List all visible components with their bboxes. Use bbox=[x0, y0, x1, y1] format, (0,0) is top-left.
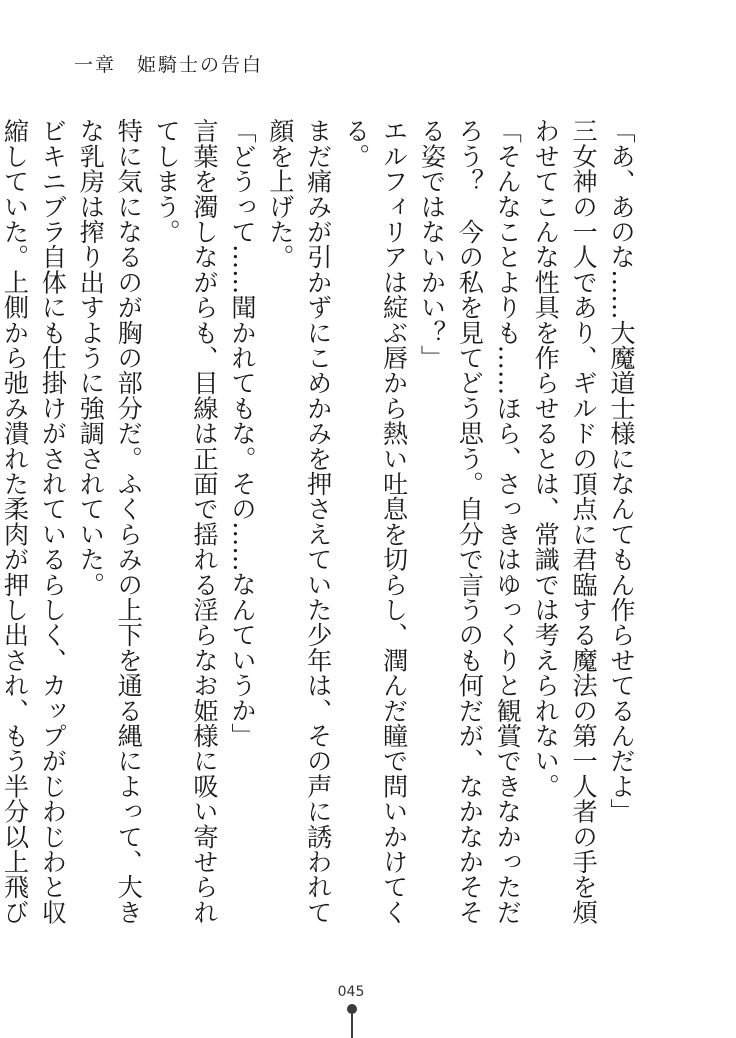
folio-ornament bbox=[347, 1004, 357, 1038]
paragraph: まだ痛みが引かずにこめかみを押さえていた少年は、その声に誘われて顔を上げた。 bbox=[265, 118, 333, 925]
running-head: 一章 姫騎士の告白 bbox=[74, 54, 264, 76]
paragraph: 特に気になるのが胸の部分だ。ふくらみの上下を通る縄によって、大きな乳房は搾り出すように強調されていた。 bbox=[76, 118, 144, 925]
paragraph: エルフィリアは綻ぶ唇から熱い吐息を切らし、潤んだ瞳で問いかけてくる。 bbox=[341, 118, 409, 925]
paragraph: ビキニブラ自体にも仕掛けがされているらしく、カップがじわじわと収縮していた。上側から弛み潰れた柔肉が押し出され、もう半分以上飛び bbox=[0, 118, 68, 925]
body-text bbox=[0, 118, 640, 936]
paragraph: 「あ、あのな……大魔道士様になんてもん作らせてるんだよ」 bbox=[607, 118, 636, 824]
paragraph: 「そんなことよりも……ほら、さっきはゆっくりと観賞できなかっただろう？ 今の私を見てどう思う。自分で言うのも何だが、なかなかそそる姿ではないかい？」 bbox=[417, 118, 523, 925]
paragraph: 言葉を濁しながらも、目線は正面で揺れる淫らなお姫様に吸い寄せられてしまう。 bbox=[152, 118, 220, 925]
paragraph: 「どうって……聞かれてもな。その……なんていうか」 bbox=[227, 118, 257, 748]
paragraph: 三女神の一人であり、ギルドの頂点に君臨する魔法の第一人者の手を煩わせてこんな性具を作らせるとは、常識では考えられない。 bbox=[531, 118, 599, 925]
folio-dot bbox=[347, 1004, 357, 1014]
folio-stem bbox=[351, 1014, 353, 1038]
page-number: 045 bbox=[337, 984, 365, 1000]
